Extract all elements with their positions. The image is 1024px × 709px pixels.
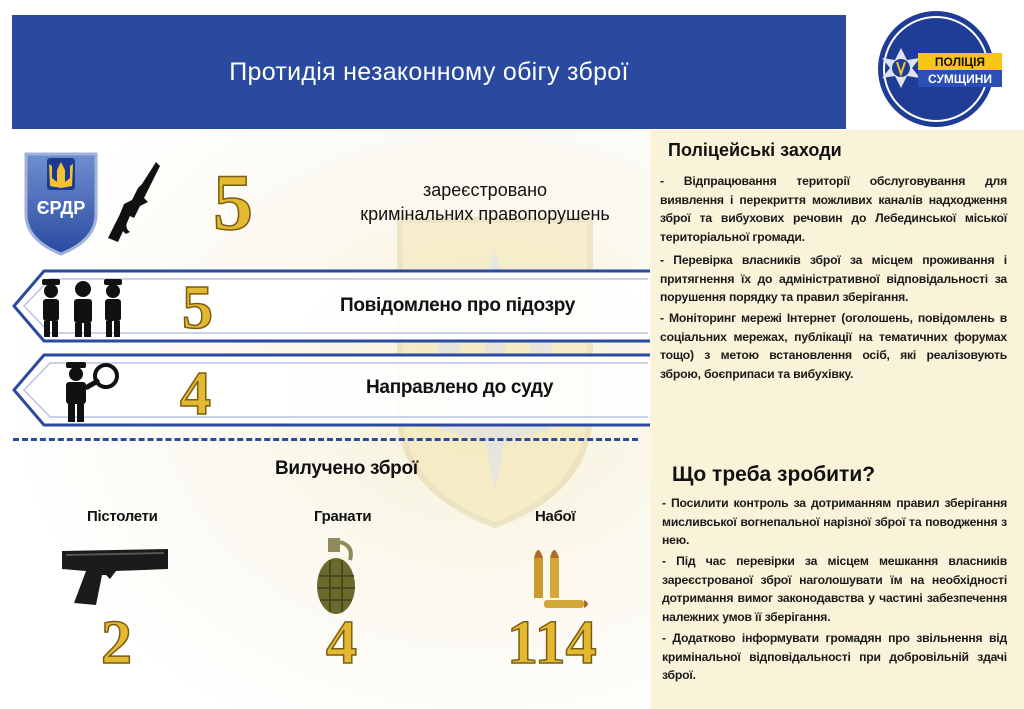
registered-caption-line1: зареєстровано (422, 180, 548, 200)
todo-item-3: - Додатково інформувати громадян про звільнення від кримінальної відповідальності при добровільній здачі зброї. (662, 631, 1007, 682)
erdr-shield-icon (20, 148, 102, 256)
rifle-icon (104, 158, 164, 248)
measure-item-1: - Відпрацювання території обслуговування для виявлення і перекриття можливих каналів надходження зброї та вибухових речовин до Лебединської міської територіальної громади. (660, 174, 1007, 244)
registered-caption (340, 178, 630, 226)
logo-line2: СУМЩИНИ (927, 72, 993, 86)
measure-key-2: Перевірка (673, 253, 733, 267)
investigator-icon (62, 358, 122, 424)
court-label: Направлено до суду (366, 377, 554, 398)
measures-title: Поліцейські заходи (668, 140, 842, 160)
erdr-badge-text: ЄРДР (36, 198, 86, 218)
todo-key-3: Додатково інформувати (672, 631, 819, 645)
cartridges-label: Набої (535, 508, 576, 525)
grenades-count: 4 (326, 609, 357, 677)
suspicion-count: 5 (182, 274, 213, 342)
registered-count: 5 (213, 159, 253, 247)
arrested-group-icon (40, 275, 126, 339)
court-count: 4 (180, 360, 211, 428)
suspicion-label: Повідомлено про підозру (340, 295, 576, 316)
measure-item-2: - Перевірка власників зброї за місцем проживання і притягнення їх до адміністративної відповідальності за порушення порядку та правил зберігання. (660, 253, 1007, 304)
page-title: Протидія незаконному обігу зброї (229, 57, 629, 86)
section-divider (13, 438, 638, 441)
todo-key-2: наголошувати їм на необхідності дотримання вимог законодавства (662, 572, 1007, 605)
grenade-icon (314, 536, 362, 618)
registered-caption-line2: кримінальних правопорушень (360, 204, 610, 224)
cartridges-count: 114 (507, 609, 597, 677)
grenades-label: Гранати (314, 508, 372, 525)
logo-line1: ПОЛІЦІЯ (934, 55, 986, 69)
pistols-label: Пістолети (87, 508, 158, 525)
todo-item-2: - Під час перевірки за місцем мешкання власників зареєстрованої зброї наголошувати їм на необхідності дотримання вимог законодавства у частині забезпечення належних умов її зберігання. (662, 554, 1007, 624)
seized-title: Вилучено зброї (275, 458, 418, 479)
suspicion-banner (10, 269, 650, 343)
court-banner (10, 353, 650, 427)
todo-item-1: - Посилити контроль за дотриманням правил зберігання мисливської вогнепальної нарізної зброї та поводження з нею. (662, 496, 1008, 547)
pistols-count: 2 (101, 609, 132, 677)
police-logo (866, 8, 1006, 130)
todo-key-1: Посилити контроль (671, 496, 789, 510)
cartridges-icon (528, 540, 592, 616)
measure-key-1: Відпрацювання (683, 174, 777, 188)
measure-key-3: Моніторинг (668, 311, 736, 325)
measure-item-3: - Моніторинг мережі Інтернет (оголошень, повідомлень в соціальних мережах, публікації на тематичних форумах тощо) з метою встановлення осіб, які реалізовують зброю, боєприпаси та вибухівку. (660, 311, 1007, 381)
header-bar (12, 15, 846, 129)
pistol-icon (56, 545, 172, 607)
todo-title: Що треба зробити? (672, 463, 876, 486)
